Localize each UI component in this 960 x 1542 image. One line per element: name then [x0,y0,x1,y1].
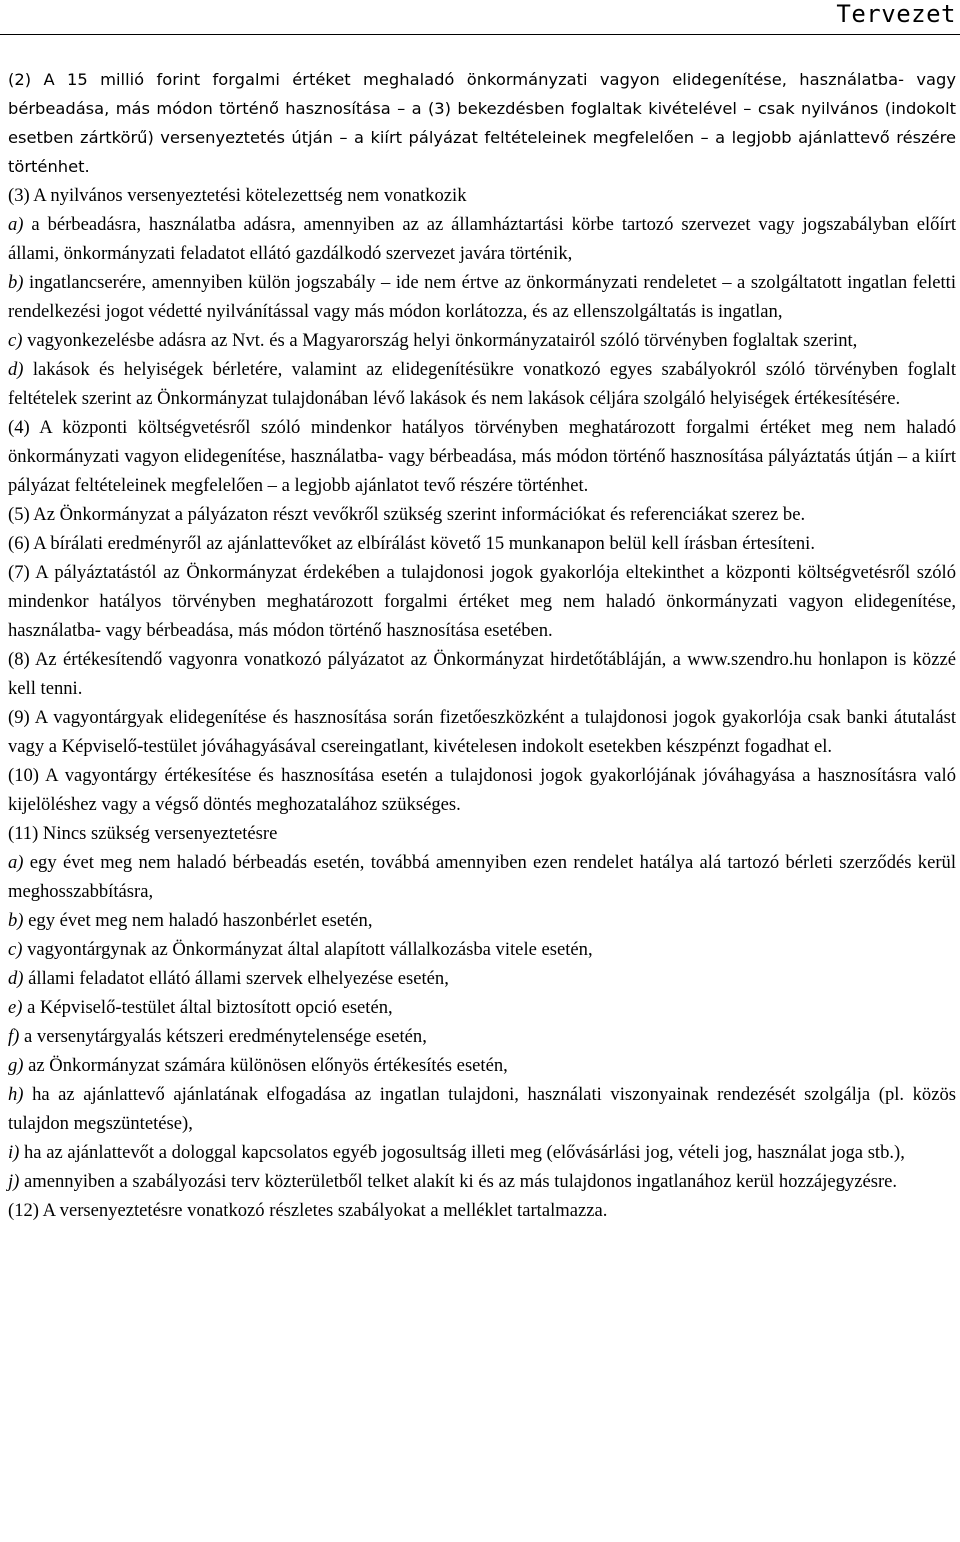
item-mark: e) [8,997,23,1018]
paragraph-11c: c) vagyontárgynak az Önkormányzat által alapított vállalkozásba vitele esetén, [8,939,593,960]
paragraph-10: (10) A vagyontárgy értékesítése és hasznosítása esetén a tulajdonosi jogok gyakorlójának jóváhagyása a hasznosításra való kijelöléshez vagy a végső döntés meghozatalához szükséges. [8,765,956,815]
paragraph-9: (9) A vagyontárgyak elidegenítése és hasznosítása során fizetőeszközként a tulajdonosi jogok gyakorlója csak banki átutalást vagy a Képviselő-testület jóváhagyásával csereingatlant, kivételesen indokolt esetekben készpénzt fogadhat el. [8,707,956,757]
paragraph-11i: i) ha az ajánlattevőt a dologgal kapcsolatos egyéb jogosultság illeti meg (elővásárlási jog, vételi jog, használat joga stb.), [8,1142,905,1163]
item-mark: a) [8,214,24,235]
header-label: Tervezet [836,0,956,28]
paragraph-11j: j) amennyiben a szabályozási terv közterületből telket alakít ki és az más tulajdonos ingatlanához kerül hozzájegyzésre. [8,1171,898,1192]
paragraph-11a: a) egy évet meg nem haladó bérbeadás esetén, továbbá amennyiben ezen rendelet hatálya alá tartozó bérleti szerződés kerül meghosszabbításra, [8,852,956,902]
item-mark: j) [8,1171,20,1192]
item-mark: h) [8,1084,24,1105]
item-mark: d) [8,359,24,380]
item-mark: c) [8,939,23,960]
paragraph-6: (6) A bírálati eredményről az ajánlattevőket az elbírálást követő 15 munkanapon belül kell írásban értesíteni. [8,533,815,554]
item-mark: a) [8,852,24,873]
paragraph-3c: c) vagyonkezelésbe adásra az Nvt. és a Magyarország helyi önkormányzatairól szóló törvényben foglaltak szerint, [8,330,858,351]
item-mark: b) [8,910,24,931]
paragraph-11b: b) egy évet meg nem haladó haszonbérlet esetén, [8,910,373,931]
paragraph-11g: g) az Önkormányzat számára különösen előnyös értékesítés esetén, [8,1055,508,1076]
paragraph-5: (5) Az Önkormányzat a pályázaton részt vevőkről szükség szerint információkat és referenciákat szerez be. [8,504,806,525]
paragraph-11d: d) állami feladatot ellátó állami szervek elhelyezése esetén, [8,968,449,989]
paragraph-3d: d) lakások és helyiségek bérletére, valamint az elidegenítésükre vonatkozó egyes szabályokról szóló törvényben foglalt feltételek szerint az Önkormányzat tulajdonában lévő lakások és nem lakások céljára szolgáló helyiségek értékesítésére. [8,359,956,409]
paragraph-8: (8) Az értékesítendő vagyonra vonatkozó pályázatot az Önkormányzat hirdetőtábláján, a www.szendro.hu honlapon is közzé kell tenni. [8,649,956,699]
item-mark: i) [8,1142,20,1163]
paragraph-3: (3) A nyilvános versenyeztetési kötelezettség nem vonatkozik [8,185,467,206]
paragraph-4: (4) A központi költségvetésről szóló mindenkor hatályos törvényben meghatározott forgalmi értéket meg nem haladó önkormányzati vagyon elidegenítése, használatba- vagy bérbeadása, más módon történő hasznosítása pályáztatás útján – a kiírt pályázat feltételeinek megfelelően – a legjobb ajánlatot tevő részére történhet. [8,417,956,496]
item-mark: b) [8,272,24,293]
body-text [8,65,956,1225]
header-rule [0,34,960,35]
paragraph-3b: b) ingatlancserére, amennyiben külön jogszabály – ide nem értve az önkormányzati rendeletet – a szolgáltatott ingatlan feletti rendelkezési jogot védetté nyilvánítással vagy más módon korlátozza, és az ellenszolgáltatás is ingatlan, [8,272,956,322]
item-mark: c) [8,330,23,351]
paragraph-12: (12) A versenyeztetésre vonatkozó részletes szabályokat a melléklet tartalmazza. [8,1200,608,1221]
item-mark: g) [8,1055,24,1076]
paragraph-11e: e) a Képviselő-testület által biztosított opció esetén, [8,997,393,1018]
paragraph-11: (11) Nincs szükség versenyeztetésre [8,823,278,844]
item-mark: d) [8,968,24,989]
paragraph-2: (2) A 15 millió forint forgalmi értéket meghaladó önkormányzati vagyon elidegenítése, használatba- vagy bérbeadása, más módon történő hasznosítása – a (3) bekezdésben foglaltak kivételével – csak nyilvános (indokolt esetben zártkörű) versenyeztetés útján – a kiírt pályázat feltételeinek megfelelően – a legjobb ajánlattevő részére történhet. [8,70,956,176]
paragraph-7: (7) A pályáztatástól az Önkormányzat érdekében a tulajdonosi jogok gyakorlója eltekinthet a központi költségvetésről szóló mindenkor hatályos törvényben meghatározott forgalmi értéket meg nem haladó önkormányzati vagyon elidegenítése, használatba- vagy bérbeadása, más módon történő hasznosítása esetében. [8,562,956,641]
paragraph-11f: f) a versenytárgyalás kétszeri eredménytelensége esetén, [8,1026,427,1047]
paragraph-11h: h) ha az ajánlattevő ajánlatának elfogadása az ingatlan tulajdoni, használati viszonyainak rendezését szolgálja (pl. közös tulajdon megszüntetése), [8,1084,956,1134]
item-mark: f) [8,1026,20,1047]
paragraph-3a: a) a bérbeadásra, használatba adásra, amennyiben az az államháztartási körbe tartozó szervezet vagy jogszabályban előírt állami, önkormányzati feladatot ellátó gazdálkodó szervezet javára történik, [8,214,956,264]
